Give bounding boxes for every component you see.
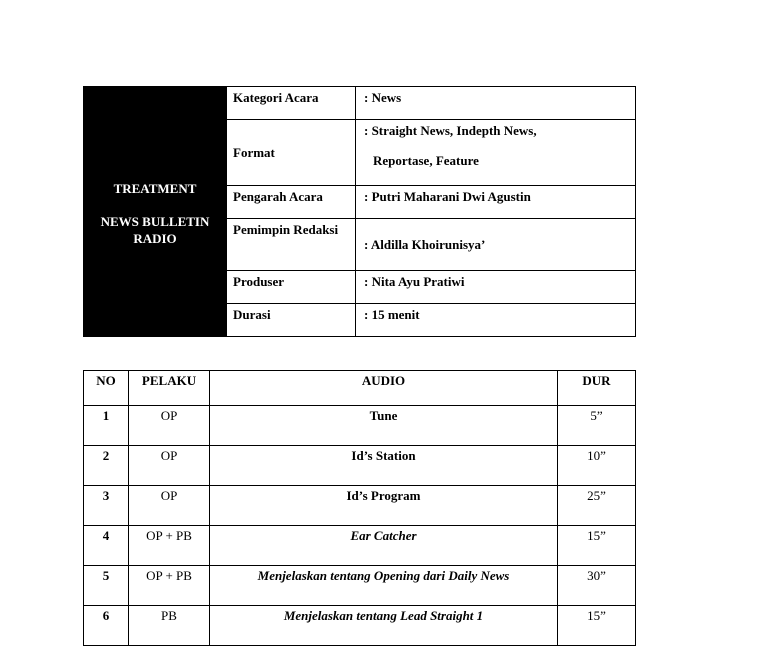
row-audio: Ear Catcher xyxy=(210,526,558,566)
treatment-title-cell xyxy=(84,87,227,337)
table-row xyxy=(84,526,636,566)
row-pelaku: OP xyxy=(129,406,210,446)
table-row xyxy=(84,606,636,646)
col-audio-header: AUDIO xyxy=(210,371,558,406)
row-no: 4 xyxy=(84,526,129,566)
row-pelaku: OP + PB xyxy=(129,566,210,606)
table-row xyxy=(84,566,636,606)
row-dur: 15” xyxy=(558,606,636,646)
row-dur: 30” xyxy=(558,566,636,606)
col-pelaku-header: PELAKU xyxy=(129,371,210,406)
format-value-line2: Reportase, Feature xyxy=(373,153,479,168)
row-no: 5 xyxy=(84,566,129,606)
produser-label: Produser xyxy=(227,271,356,304)
treatment-table xyxy=(83,86,636,337)
table-row xyxy=(84,406,636,446)
row-pelaku: PB xyxy=(129,606,210,646)
schedule-header-row xyxy=(84,371,636,406)
kategori-label: Kategori Acara xyxy=(227,87,356,120)
schedule-table xyxy=(83,370,636,646)
row-no: 1 xyxy=(84,406,129,446)
row-pelaku: OP xyxy=(129,486,210,526)
row-audio: Tune xyxy=(210,406,558,446)
pemimpin-value: : Aldilla Khoirunisya’ xyxy=(356,219,636,271)
pengarah-label: Pengarah Acara xyxy=(227,186,356,219)
row-dur: 25” xyxy=(558,486,636,526)
row-no: 2 xyxy=(84,446,129,486)
col-no-header: NO xyxy=(84,371,129,406)
format-value xyxy=(356,120,636,186)
row-dur: 10” xyxy=(558,446,636,486)
row-dur: 5” xyxy=(558,406,636,446)
col-dur-header: DUR xyxy=(558,371,636,406)
produser-value: : Nita Ayu Pratiwi xyxy=(356,271,636,304)
program-name: NEWS BULLETIN RADIO xyxy=(100,213,210,246)
row-audio: Id’s Program xyxy=(210,486,558,526)
pengarah-value: : Putri Maharani Dwi Agustin xyxy=(356,186,636,219)
kategori-value: : News xyxy=(356,87,636,120)
row-audio: Menjelaskan tentang Lead Straight 1 xyxy=(210,606,558,646)
row-no: 3 xyxy=(84,486,129,526)
table-row xyxy=(84,486,636,526)
table-row xyxy=(84,446,636,486)
row-no: 6 xyxy=(84,606,129,646)
treatment-title: TREATMENT xyxy=(113,180,197,196)
format-value-line1: : Straight News, Indepth News, xyxy=(364,123,537,138)
format-label: Format xyxy=(227,120,356,186)
row-audio: Id’s Station xyxy=(210,446,558,486)
schedule-body xyxy=(84,406,636,646)
durasi-value: : 15 menit xyxy=(356,304,636,337)
row-pelaku: OP + PB xyxy=(129,526,210,566)
row-dur: 15” xyxy=(558,526,636,566)
row-audio: Menjelaskan tentang Opening dari Daily News xyxy=(210,566,558,606)
pemimpin-label: Pemimpin Redaksi xyxy=(227,219,356,271)
durasi-label: Durasi xyxy=(227,304,356,337)
row-pelaku: OP xyxy=(129,446,210,486)
